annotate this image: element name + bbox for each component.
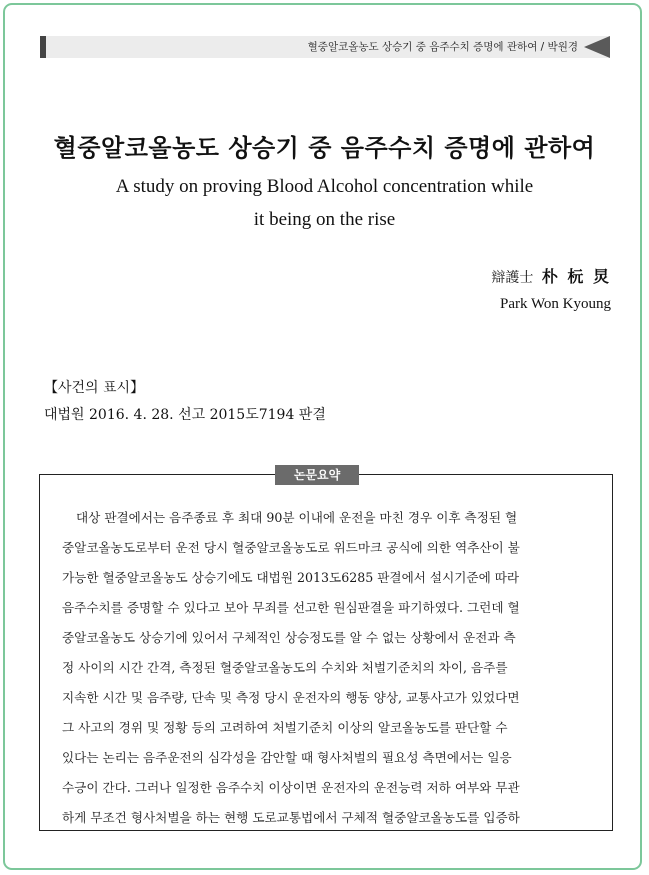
paper-title-english-line1: A study on proving Blood Alcohol concentration while bbox=[115, 176, 534, 197]
author-role: 辯護士 bbox=[491, 270, 534, 286]
abstract-line: 가능한 혈중알코올농도 상승기에도 대법원 2013도6285 판결에서 설시기준에 따라 bbox=[62, 570, 520, 585]
running-header bbox=[40, 36, 610, 58]
case-heading: 【사건의 표시】 bbox=[44, 380, 145, 396]
author-name-hanja: 朴 杬 炅 bbox=[541, 267, 611, 286]
abstract-line: 지속한 시간 및 음주량, 단속 및 측정 당시 운전자의 행동 양상, 교통사고가 있었다면 bbox=[62, 690, 520, 705]
author-name-english: Park Won Kyoung bbox=[499, 296, 611, 312]
paper-title-english-line2: it being on the rise bbox=[253, 209, 396, 230]
header-left-bar bbox=[40, 36, 46, 58]
abstract-line: 음주수치를 증명할 수 있다고 보아 무죄를 선고한 원심판결을 파기하였다. 그런데 혈 bbox=[62, 600, 520, 615]
abstract-line: 정 사이의 시간 간격, 측정된 혈중알코올농도의 수치와 처벌기준치의 차이, 음주를 bbox=[62, 660, 508, 675]
author-korean bbox=[491, 264, 611, 287]
abstract-line: 중알코올농도 상승기에 있어서 구체적인 상승정도를 알 수 없는 상황에서 운전과 측 bbox=[62, 630, 516, 645]
abstract-line: 중알코올농도로부터 운전 당시 혈중알코올농도로 위드마크 공식에 의한 역추산이 불 bbox=[62, 540, 520, 555]
abstract-label: 논문요약 bbox=[275, 465, 359, 485]
abstract-line: 있다는 논리는 음주운전의 심각성을 감안할 때 형사처벌의 필요성 측면에서는 일응 bbox=[62, 750, 512, 765]
running-header-text: 혈중알코올농도 상승기 중 음주수치 증명에 관하여 / 박원경 bbox=[307, 41, 578, 53]
abstract-line: 대상 판결에서는 음주종료 후 최대 90분 이내에 운전을 마친 경우 이후 측정된 혈 bbox=[76, 510, 518, 525]
abstract-line: 그 사고의 경위 및 정황 등의 고려하여 처벌기준치 이상의 알코올농도를 판단할 수 bbox=[62, 720, 508, 735]
paper-title-korean: 혈중알코올농도 상승기 중 음주수치 증명에 관하여 bbox=[53, 133, 596, 162]
case-citation: 대법원 2016. 4. 28. 선고 2015도7194 판결 bbox=[44, 407, 326, 423]
abstract-line: 수긍이 간다. 그러나 일정한 음주수치 이상이면 운전자의 운전능력 저하 여부와 무관 bbox=[62, 780, 520, 795]
abstract-line: 하게 무조건 형사처벌을 하는 현행 도로교통법에서 구체적 혈중알코올농도를 입증하 bbox=[62, 810, 520, 825]
header-tab-decoration bbox=[584, 36, 610, 58]
